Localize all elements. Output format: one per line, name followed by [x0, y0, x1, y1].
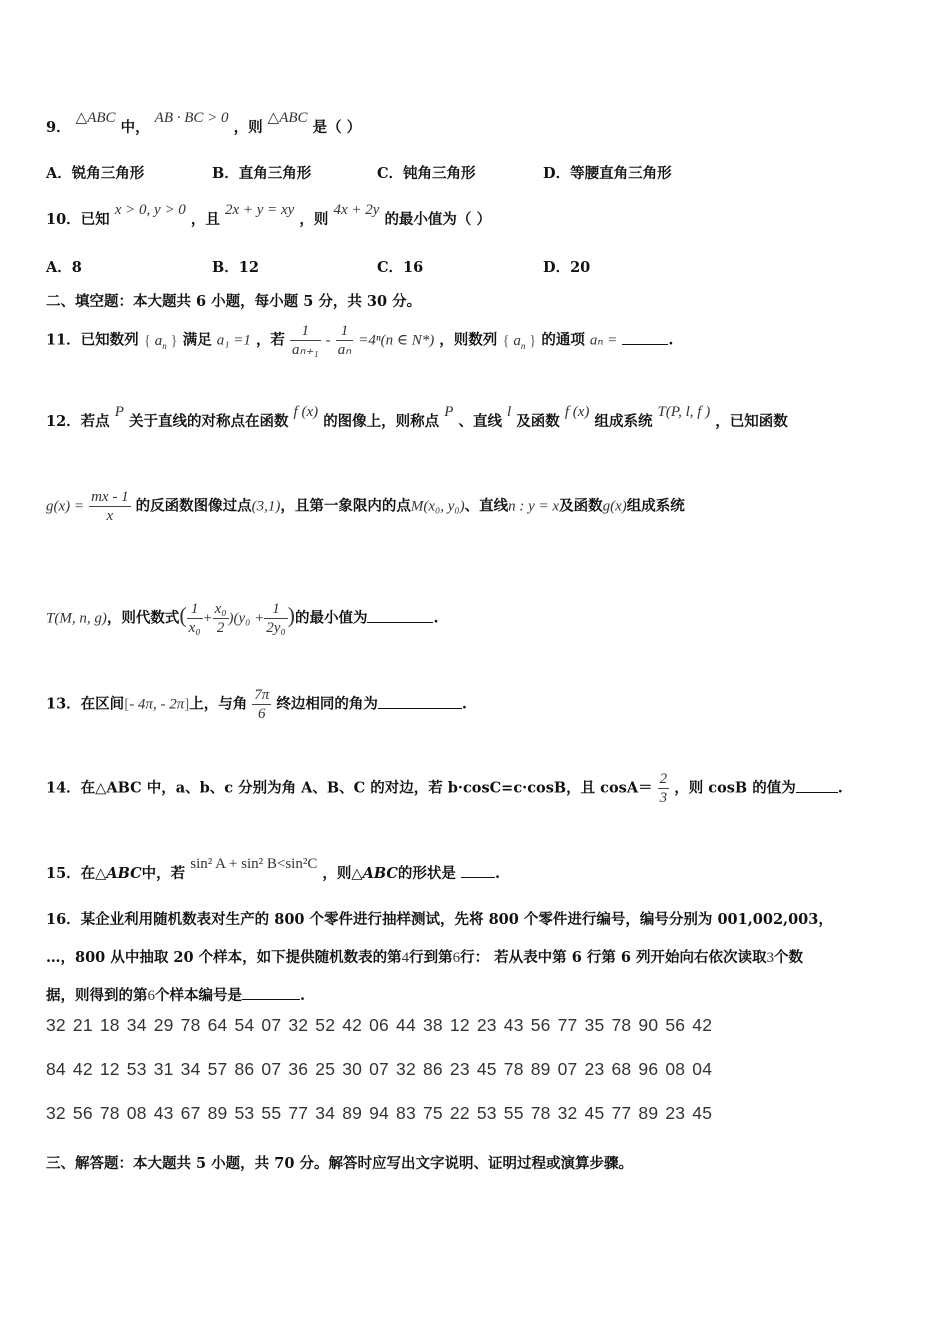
- q12-point-p-2: P: [444, 404, 454, 420]
- q10-number: 10．已知: [46, 211, 110, 228]
- q12-text-3: 的图像上，则称点: [323, 413, 440, 430]
- q11-seq-a: a: [154, 332, 163, 349]
- q11-answer-blank[interactable]: [622, 330, 668, 345]
- q16-row-4: 4: [401, 950, 410, 966]
- q12-mid: )(y₀ +: [228, 610, 265, 627]
- q12-line-l: l: [507, 404, 512, 420]
- q12-gx: g(x) =: [46, 498, 85, 515]
- q14-frac-num: 2: [659, 771, 668, 787]
- q12-expr-frac-3: [264, 600, 287, 637]
- q16-text-2: 行到第: [409, 949, 453, 966]
- q10-option-d[interactable]: D．20: [543, 259, 591, 276]
- question-9: [46, 110, 362, 137]
- q11-sequence: { $a_n$ }: [143, 332, 178, 351]
- q11-fraction-1: [290, 322, 321, 359]
- q12-expr-frac-1: [187, 600, 203, 637]
- q16-digits: 3: [766, 950, 775, 966]
- q12-text-7: ，已知函数: [715, 413, 788, 430]
- q12-text-14: 的最小值为: [294, 609, 368, 627]
- q12-answer-blank[interactable]: [367, 608, 433, 623]
- q13-interval-value: - 4π, - 2π: [129, 696, 185, 713]
- section-2-heading: 二、填空题：本大题共 6 小题，每小题 5 分，共 30 分。: [46, 293, 422, 310]
- q9-option-d[interactable]: D．等腰直角三角形: [543, 165, 672, 182]
- q10-condition: x > 0, y > 0: [114, 202, 186, 218]
- q9-text-3: 是（ ）: [312, 119, 362, 136]
- q10-option-a[interactable]: A．8: [46, 259, 82, 276]
- q11-condition: a₁ =1: [216, 332, 251, 349]
- q9-option-b[interactable]: B．直角三角形: [212, 165, 312, 182]
- q13-answer-blank[interactable]: [378, 694, 462, 709]
- q12-fx-2: f (x): [564, 404, 590, 420]
- question-14: [46, 770, 843, 807]
- q15-inequality: sin² A + sin² B<sin²C: [190, 856, 318, 872]
- q12-text-5: 及函数: [516, 413, 560, 430]
- q11-seq-a-2: a: [513, 332, 521, 349]
- q12-expr-frac-2: [213, 600, 229, 637]
- q10-equation: 2x + y = xy: [224, 202, 295, 218]
- q9-triangle-2: △ABC: [267, 110, 308, 126]
- random-table-row-5: 84 42 12 53 31 34 57 86 07 36 25 30 07 32 86 23 45 78 89 07 23 68 96 08 04: [46, 1059, 713, 1079]
- q12-g: g(x): [602, 498, 627, 515]
- q11-text: 满足: [182, 331, 212, 349]
- q16-text-3: 行： 若从表中第 6 行第 6 列开始向右依次读取: [460, 949, 767, 966]
- q12-point-m: M(x₀, y₀): [410, 498, 465, 515]
- q9-number: 9．: [46, 119, 71, 136]
- q12-text-8: 的反函数图像过点: [135, 497, 252, 515]
- q12-line-n: n : y = x: [508, 498, 560, 515]
- q11-number: 11．已知数列: [46, 331, 139, 349]
- q12-text-6: 组成系统: [594, 413, 653, 430]
- q9-text: 中，: [120, 119, 150, 136]
- q12-text-13: ，则代数式: [106, 609, 180, 627]
- q11-sequence-2: { $a_n$ }: [502, 332, 537, 351]
- q10-text-2: ，则: [299, 211, 329, 228]
- q12-system-t2: T(M, n, g): [46, 610, 107, 627]
- q10-text-3: 的最小值为（ ）: [384, 211, 491, 228]
- q15-answer-blank[interactable]: [461, 863, 495, 878]
- question-13: [46, 686, 467, 723]
- q11-fraction-2: [336, 322, 353, 359]
- q12-e2-den: 2: [216, 620, 225, 636]
- q13-interval: [- 4π, - 2π]: [124, 696, 190, 713]
- q14-answer-blank[interactable]: [796, 778, 838, 793]
- question-10: [46, 202, 491, 229]
- q14-fraction: [658, 770, 670, 807]
- q12-plus: +: [202, 610, 213, 627]
- q12-g-fraction: [89, 488, 131, 525]
- q12-text-10: 、直线: [464, 497, 509, 515]
- q15-text-4: 的形状是: [397, 865, 456, 882]
- q13-text-3: 终边相同的角为: [276, 695, 378, 713]
- q12-system-t1: T(P, l, f ): [657, 404, 711, 420]
- q13-angle-den: 6: [258, 706, 266, 722]
- q10-expression: 4x + 2y: [333, 202, 380, 218]
- q14-text: 14．在△ABC 中，a、b、c 分别为角 A、B、C 的对边，若 b·cosC=c·cosB，且 cosA＝: [46, 779, 653, 797]
- q15-text: 15．在△: [46, 865, 107, 882]
- q16-sample-index: 6: [147, 988, 155, 1004]
- q11-text-4: 的通项: [541, 331, 585, 349]
- q12-fx: f (x): [293, 404, 319, 420]
- q13-text: 13．在区间: [46, 695, 125, 713]
- q11-f1-den: aₙ₊₁: [292, 342, 319, 358]
- question-16-line-3: [46, 984, 305, 1005]
- random-table-row-4: 32 21 18 34 29 78 64 54 07 32 52 42 06 44 38 12 23 43 56 77 35 78 90 56 42: [46, 1015, 713, 1035]
- q16-row-6: 6: [452, 950, 461, 966]
- q10-option-b[interactable]: B．12: [212, 259, 259, 276]
- q12-text-2: 关于直线的对称点在函数: [128, 413, 289, 430]
- q13-text-2: 上，与角: [189, 695, 248, 713]
- q12-e1-den: x₀: [188, 620, 201, 636]
- q11-text-3: ，则数列: [439, 331, 498, 349]
- q12-e1-num: 1: [187, 600, 203, 619]
- question-16-line-1: 16．某企业利用随机数表对生产的 800 个零件进行抽样测试，先将 800 个零件进行编号，编号分别为 001,002,003，: [46, 911, 833, 928]
- q16-text-5: 据，则得到的第: [46, 987, 148, 1004]
- q11-period: .: [668, 331, 674, 349]
- q12-text: 12．若点: [46, 413, 110, 430]
- q9-triangle: △ABC: [75, 110, 116, 126]
- q16-text-4: 个数: [774, 949, 804, 966]
- q11-minus: -: [325, 332, 331, 349]
- q13-angle-num: 7π: [254, 687, 270, 703]
- q12-point-p: P: [114, 404, 124, 420]
- q16-text-6: 个样本编号是: [155, 987, 242, 1004]
- q16-text: …，800 从中抽取 20 个样本，如下提供随机数表的第: [46, 949, 402, 966]
- q12-g-num: mx - 1: [91, 489, 129, 505]
- question-12-line-2: [46, 488, 685, 525]
- q11-rhs: =4ⁿ(n ∈ N*): [358, 332, 435, 349]
- q13-angle: [252, 686, 271, 723]
- q15-period: .: [494, 865, 501, 882]
- q9-option-a[interactable]: A．锐角三角形: [46, 165, 145, 182]
- q12-g-den: x: [106, 508, 114, 524]
- question-15: [46, 856, 501, 883]
- q15-triangle-2: ABC: [362, 865, 398, 882]
- q15-text-2: 中，若: [141, 865, 186, 882]
- q12-text-11: 及函数: [559, 497, 603, 515]
- q11-text-2: ，若: [255, 331, 285, 349]
- q12-point: (3,1): [251, 498, 281, 515]
- question-12-line-1: [46, 404, 788, 431]
- q12-period: .: [433, 609, 439, 627]
- q14-period: .: [837, 779, 843, 797]
- question-12-line-3: T(M, n, g)，则代数式( $\frac{1}{\text{x₀}}$ + $\frac{\text{x₀}}{2}$ )(y₀ + $\frac{1}{\text{2y₀}}$ )的最小值为 .: [46, 601, 439, 636]
- q9-text-2: ，则: [233, 119, 263, 136]
- q12-e3-num: 1: [264, 600, 287, 619]
- q11-f1-num: 1: [290, 322, 321, 341]
- q12-e2-num: x₀: [214, 601, 227, 617]
- q15-triangle: ABC: [106, 865, 142, 882]
- q11-general-term: aₙ =: [589, 332, 618, 349]
- q11-f2-den: aₙ: [337, 342, 352, 358]
- q16-period: .: [300, 987, 306, 1004]
- q12-e3-den: 2y₀: [266, 620, 286, 636]
- q9-dot-product: AB · BC > 0: [154, 110, 229, 126]
- q12-text-4: 、直线: [458, 413, 502, 430]
- question-16-line-2: [46, 946, 803, 967]
- q12-text-9: ，且第一象限内的点: [280, 497, 411, 515]
- q15-text-3: ，则△: [322, 865, 363, 882]
- q11-f2-num: 1: [336, 322, 353, 341]
- random-table-row-6: 32 56 78 08 43 67 89 53 55 77 34 89 94 83 75 22 53 55 78 32 45 77 89 23 45: [46, 1103, 713, 1123]
- q13-period: .: [461, 695, 467, 713]
- q14-frac-den: 3: [659, 790, 668, 806]
- q9-option-c[interactable]: C．钝角三角形: [377, 165, 476, 182]
- q16-answer-blank[interactable]: [242, 985, 300, 1000]
- q12-text-12: 组成系统: [626, 497, 685, 515]
- q10-option-c[interactable]: C．16: [377, 259, 424, 276]
- question-11: [46, 322, 673, 359]
- q14-text-2: ，则 cosB 的值为: [674, 779, 796, 797]
- q10-text: ，且: [190, 211, 220, 228]
- section-3-heading: 三、解答题：本大题共 5 小题，共 70 分。解答时应写出文字说明、证明过程或演算步骤。: [46, 1155, 633, 1172]
